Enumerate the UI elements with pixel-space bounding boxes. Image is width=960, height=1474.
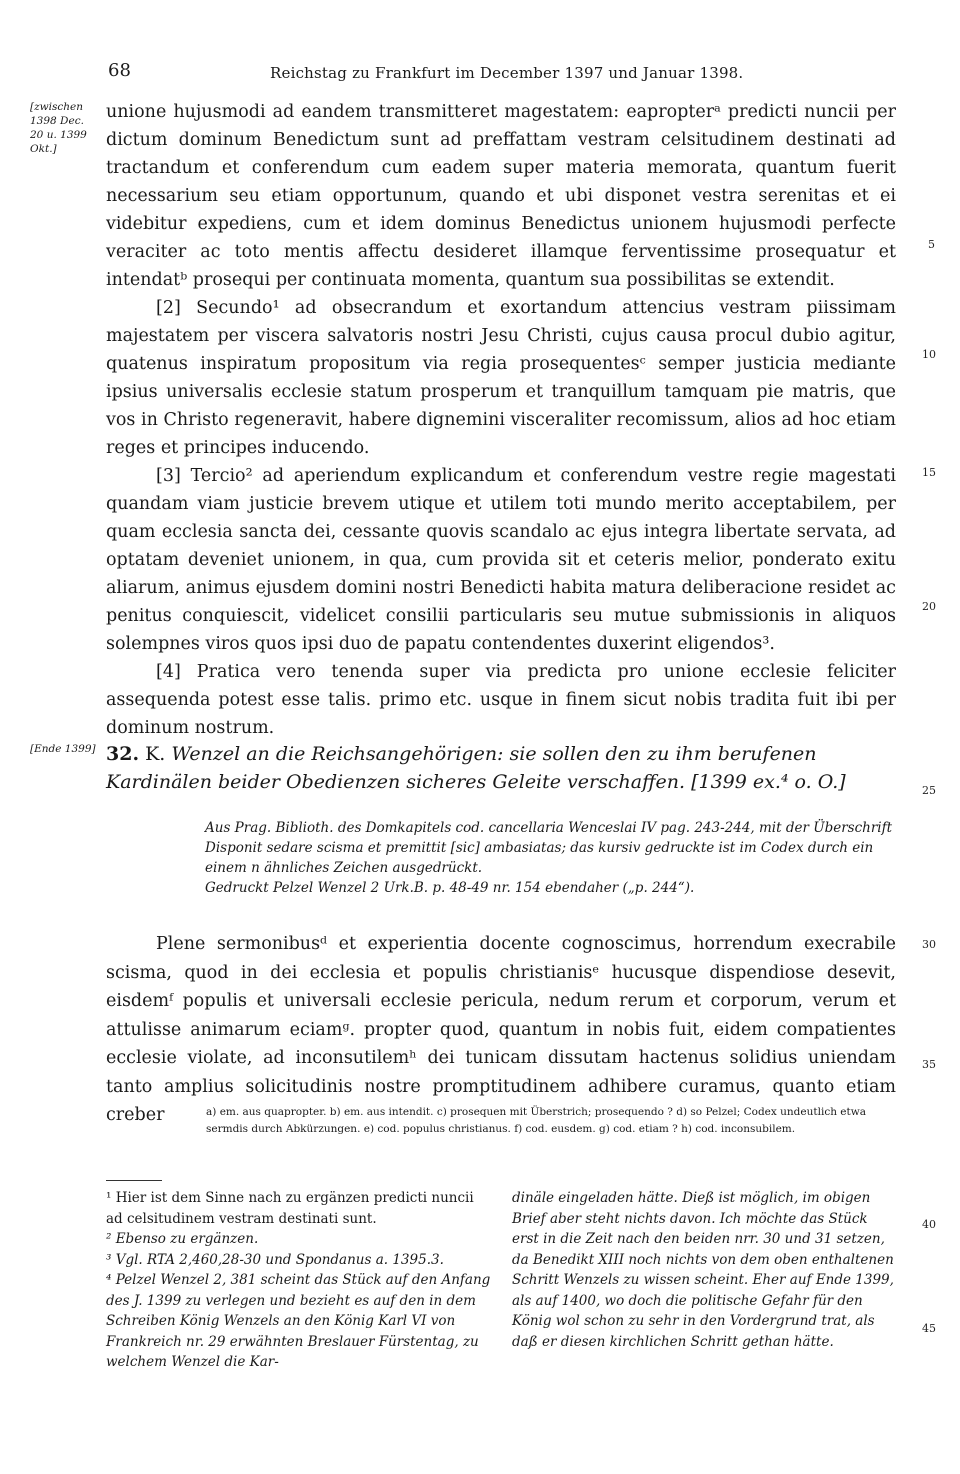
source-line: Gedruckt Pelzel Wenzel 2 Urk.B. p. 48-49 nr. 154 ebendaher („p. 244“).	[205, 880, 695, 896]
critical-apparatus: a) em. aus quapropter. b) em. aus intendit. c) prosequen mit Überstrich; prosequendo ? d) so Pelzel; Codex undeutlich etwa sermdis durch Abkürzungen. e) cod. populus christianus. f) cod. eusdem. g) cod. etiam ? h) cod. inconsubilem.	[206, 1106, 866, 1135]
document-heading	[106, 740, 896, 796]
footnote: ⁴ Pelzel Wenzel 2, 381 scheint das Stück auf den Anfang des J. 1399 zu verlegen und bezieht es auf den in dem Schreiben König Wenzels an den König Karl VI von Frankreich nr. 29 erwähnten Breslauer Fürstentag, zu welchem Wenzel die Kar-	[106, 1272, 491, 1370]
document-title-prefix: K.	[145, 743, 166, 765]
line-number: 30	[922, 938, 936, 951]
line-number: 15	[922, 466, 936, 479]
paragraph-3: [3] Tercio² ad aperiendum explicandum et conferendum vestre regie magestati quandam viam justicie brevem utique et utilem toti mundo merito acceptabilem, per quam ecclesia sancta dei, cessante quovis scandalo ac ejus integra libertate servata, ad optatam deveniet unionem, in qua, cum provida sit et ceteris melior, ponderato exitu aliarum, animus ejusdem domini nostri Benedicti habita matura deliberacione residet ac penitus conquiescit, videlicet consilii particularis seu mutue submissionis in aliquos solempnes viros quos ipsi duo de papatu contendentes duxerint eligendos³.	[106, 466, 896, 654]
source-line: Aus Prag. Biblioth. des Domkapitels cod. cancellaria Wenceslai IV pag. 243-244, mit der Überschrift Disponit sedare scisma et premittit [sic] ambasiatas; das kursiv gedruckte ist im Codex durch ein einem n ähnliches Zeichen ausgedrückt.	[205, 820, 893, 876]
footnote: ² Ebenso zu ergänzen.	[106, 1231, 259, 1247]
line-number: 20	[922, 600, 936, 613]
footnote: ³ Vgl. RTA 2,460,28-30 und Spondanus a. 1395.3.	[106, 1251, 444, 1268]
line-number: 35	[922, 1058, 936, 1071]
line-number: 25	[922, 784, 936, 797]
line-number: 45	[922, 1322, 936, 1335]
document-number: 32.	[106, 743, 140, 765]
paragraph-2: [2] Secundo¹ ad obsecrandum et exortandum attencius vestram piissimam majestatem per viscera salvatoris nostri Jesu Christi, cujus causa procul dubio agitur, quatenus inspiratum propositum via regia prosequentesᶜ semper justicia mediante ipsius universalis ecclesie statum prosperum et tranquillum tamquam pie matris, que vos in Christo regeneravit, habere dignemini visceraliter recomissum, alios ad hoc etiam reges et principes inducendo.	[106, 298, 896, 458]
line-number: 40	[922, 1218, 936, 1231]
paragraph-4: [4] Pratica vero tenenda super via predicta pro unione ecclesie feliciter assequenda potest esse talis. primo etc. usque in finem sicut nobis tradita fuit ibi per dominum nostrum.	[106, 662, 896, 738]
document-title: Wenzel an die Reichsangehörigen: sie sollen den zu ihm berufenen Kardinälen beider Obedienzen sicheres Geleite verschaffen. [1399 ex.⁴ o. O.]	[106, 743, 846, 793]
line-number: 10	[922, 348, 936, 361]
margin-date-note: [Ende 1399]	[30, 743, 96, 755]
source-note	[205, 818, 895, 898]
document-text: Plene sermonibusᵈ et experientia docente cognoscimus, horrendum execrabile scisma, quod in dei ecclesia et populis christianisᵉ hucusque dispendiose desevit, eisdemᶠ populis et universali ecclesie pericula, nedum rerum et corporum, verum et attulisse animarum eciamᵍ. propter quod, quantum in nobis fuit, eidem compatientes ecclesie violate, ad inconsutilemʰ dei tunicam dissutam hactenus solidius uniendam tanto amplius solicitudinis nostre promptitudinem adhibere curamus, quanto etiam creber	[106, 934, 896, 1125]
line-number: 5	[928, 238, 935, 251]
footnote: ¹ Hier ist dem Sinne nach zu ergänzen predicti nuncii ad celsitudinem vestram destinati sunt.	[106, 1190, 474, 1227]
footnote-divider	[106, 1180, 162, 1181]
page-header	[108, 60, 898, 90]
page-number: 68	[108, 60, 131, 81]
paragraph-1: unione hujusmodi ad eandem transmitteret magestatem: eapropterᵃ predicti nuncii per dictum dominum Benedictum sunt ad preffattam vestram celsitudinem destinati ad tractandum et conferendum cum eadem super materia memorata, quantum fuerit necessarium seu etiam opportunum, quando et ubi disponet vestra serenitas et ei videbitur expediens, cum et idem dominus Benedictus unionem hujusmodi perfecte veraciter ac toto mentis affectu desideret illamque ferventissime prosequatur et intendatᵇ prosequi per continuata momenta, quantum sua possibilitas se extendit.	[106, 102, 896, 290]
main-text	[106, 98, 896, 742]
footnotes-right-column: dinäle eingeladen hätte. Dieß ist möglich, im obigen Brief aber steht nichts davon. Ich möchte das Stück erst in die Zeit nach den beiden nrr. 30 und 31 setzen, da Benedikt XIII noch nichts von dem oben enthaltenen Schritt Wenzels zu wissen scheint. Eher auf Ende 1399, als auf 1400, wo doch die politische Gefahr für den König wol schon zu sehr in den Vordergrund trat, als daß er diesen kirchlichen Schritt gethan hätte.	[512, 1190, 894, 1350]
footnotes-left-column	[106, 1188, 491, 1373]
margin-date-note: [zwischen 1398 Dec. 20 u. 1399 Okt.]	[30, 101, 87, 155]
running-title: Reichstag zu Frankfurt im December 1397 und Januar 1398.	[270, 64, 744, 82]
